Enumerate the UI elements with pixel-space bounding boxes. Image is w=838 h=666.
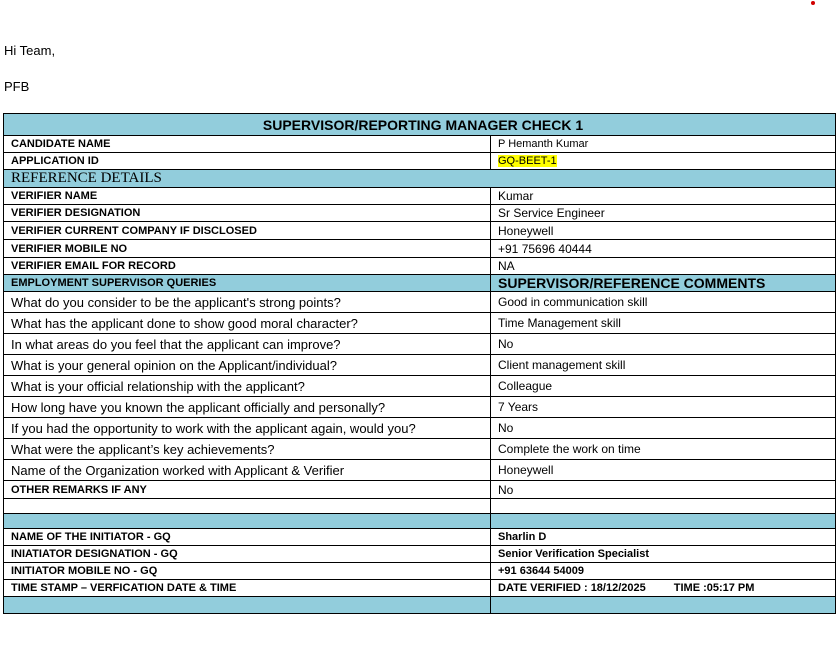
application-label: APPLICATION ID xyxy=(4,153,491,170)
answer-text: Colleague xyxy=(491,376,836,397)
other-remarks-label: OTHER REMARKS IF ANY xyxy=(4,481,491,499)
verification-form-table xyxy=(3,113,836,614)
question-row xyxy=(4,397,836,418)
other-remarks-row xyxy=(4,481,836,499)
separator-cell xyxy=(4,514,491,529)
verifier-email-row xyxy=(4,258,836,275)
time-verified: TIME :05:17 PM xyxy=(673,582,755,594)
timestamp-row xyxy=(4,580,836,597)
verifier-mobile-label: VERIFIER MOBILE NO xyxy=(4,240,491,258)
answer-text: No xyxy=(491,334,836,355)
verifier-email-label: VERIFIER EMAIL FOR RECORD xyxy=(4,258,491,275)
verifier-mobile-value: +91 75696 40444 xyxy=(491,240,836,258)
greeting-text: Hi Team, xyxy=(4,43,56,58)
question-row xyxy=(4,292,836,313)
initiator-name-label: NAME OF THE INITIATOR - GQ xyxy=(4,529,491,546)
initiator-name-row xyxy=(4,529,836,546)
timestamp-label: TIME STAMP – VERFICATION DATE & TIME xyxy=(4,580,491,597)
answer-text: Honeywell xyxy=(491,460,836,481)
question-text: What do you consider to be the applicant's strong points? xyxy=(4,292,491,313)
reference-heading-row xyxy=(4,170,836,188)
blue-separator-row xyxy=(4,514,836,529)
question-text: What has the applicant done to show good moral character? xyxy=(4,313,491,334)
spacer-cell xyxy=(491,499,836,514)
reference-heading: REFERENCE DETAILS xyxy=(4,170,836,188)
pfb-text: PFB xyxy=(4,79,30,94)
application-row xyxy=(4,153,836,170)
question-text: What is your official relationship with the applicant? xyxy=(4,376,491,397)
initiator-name-value: Sharlin D xyxy=(491,529,836,546)
answer-text: No xyxy=(491,418,836,439)
other-remarks-value: No xyxy=(491,481,836,499)
date-verified: DATE VERIFIED : 18/12/2025 xyxy=(498,582,646,594)
verifier-designation-label: VERIFIER DESIGNATION xyxy=(4,205,491,222)
queries-header-row xyxy=(4,275,836,292)
verifier-email-value: NA xyxy=(491,258,836,275)
verifier-company-row xyxy=(4,222,836,240)
verifier-company-label: VERIFIER CURRENT COMPANY IF DISCLOSED xyxy=(4,222,491,240)
initiator-designation-row xyxy=(4,546,836,563)
question-text: In what areas do you feel that the applicant can improve? xyxy=(4,334,491,355)
footer-cell xyxy=(491,597,836,614)
separator-cell xyxy=(491,514,836,529)
candidate-value: P Hemanth Kumar xyxy=(491,136,836,153)
verifier-company-value: Honeywell xyxy=(491,222,836,240)
red-dot-mark xyxy=(811,1,815,5)
answer-text: Good in communication skill xyxy=(491,292,836,313)
application-value: GQ-BEET-1 xyxy=(498,155,557,167)
verifier-name-label: VERIFIER NAME xyxy=(4,188,491,205)
initiator-mobile-label: INITIATOR MOBILE NO - GQ xyxy=(4,563,491,580)
question-text: What is your general opinion on the Applicant/individual? xyxy=(4,355,491,376)
verifier-name-row xyxy=(4,188,836,205)
answer-text: Time Management skill xyxy=(491,313,836,334)
verifier-mobile-row xyxy=(4,240,836,258)
timestamp-value-cell xyxy=(491,580,836,597)
queries-header-right: SUPERVISOR/REFERENCE COMMENTS xyxy=(491,275,836,292)
verifier-name-value: Kumar xyxy=(491,188,836,205)
footer-blue-row xyxy=(4,597,836,614)
initiator-mobile-row xyxy=(4,563,836,580)
queries-header-left: EMPLOYMENT SUPERVISOR QUERIES xyxy=(4,275,491,292)
initiator-designation-label: INIATIATOR DESIGNATION - GQ xyxy=(4,546,491,563)
candidate-row xyxy=(4,136,836,153)
question-row xyxy=(4,355,836,376)
footer-cell xyxy=(4,597,491,614)
title-row xyxy=(4,114,836,136)
answer-text: Complete the work on time xyxy=(491,439,836,460)
question-text: How long have you known the applicant officially and personally? xyxy=(4,397,491,418)
initiator-mobile-value: +91 63644 54009 xyxy=(491,563,836,580)
question-row xyxy=(4,439,836,460)
question-text: What were the applicant’s key achievements? xyxy=(4,439,491,460)
form-title: SUPERVISOR/REPORTING MANAGER CHECK 1 xyxy=(4,114,836,136)
question-row xyxy=(4,460,836,481)
initiator-designation-value: Senior Verification Specialist xyxy=(491,546,836,563)
question-row xyxy=(4,313,836,334)
question-row xyxy=(4,418,836,439)
verifier-designation-row xyxy=(4,205,836,222)
question-row xyxy=(4,376,836,397)
spacer-cell xyxy=(4,499,491,514)
question-text: If you had the opportunity to work with the applicant again, would you? xyxy=(4,418,491,439)
candidate-label: CANDIDATE NAME xyxy=(4,136,491,153)
application-value-cell xyxy=(491,153,836,170)
answer-text: Client management skill xyxy=(491,355,836,376)
question-row xyxy=(4,334,836,355)
answer-text: 7 Years xyxy=(491,397,836,418)
verifier-designation-value: Sr Service Engineer xyxy=(491,205,836,222)
question-text: Name of the Organization worked with Applicant & Verifier xyxy=(4,460,491,481)
spacer-row xyxy=(4,499,836,514)
